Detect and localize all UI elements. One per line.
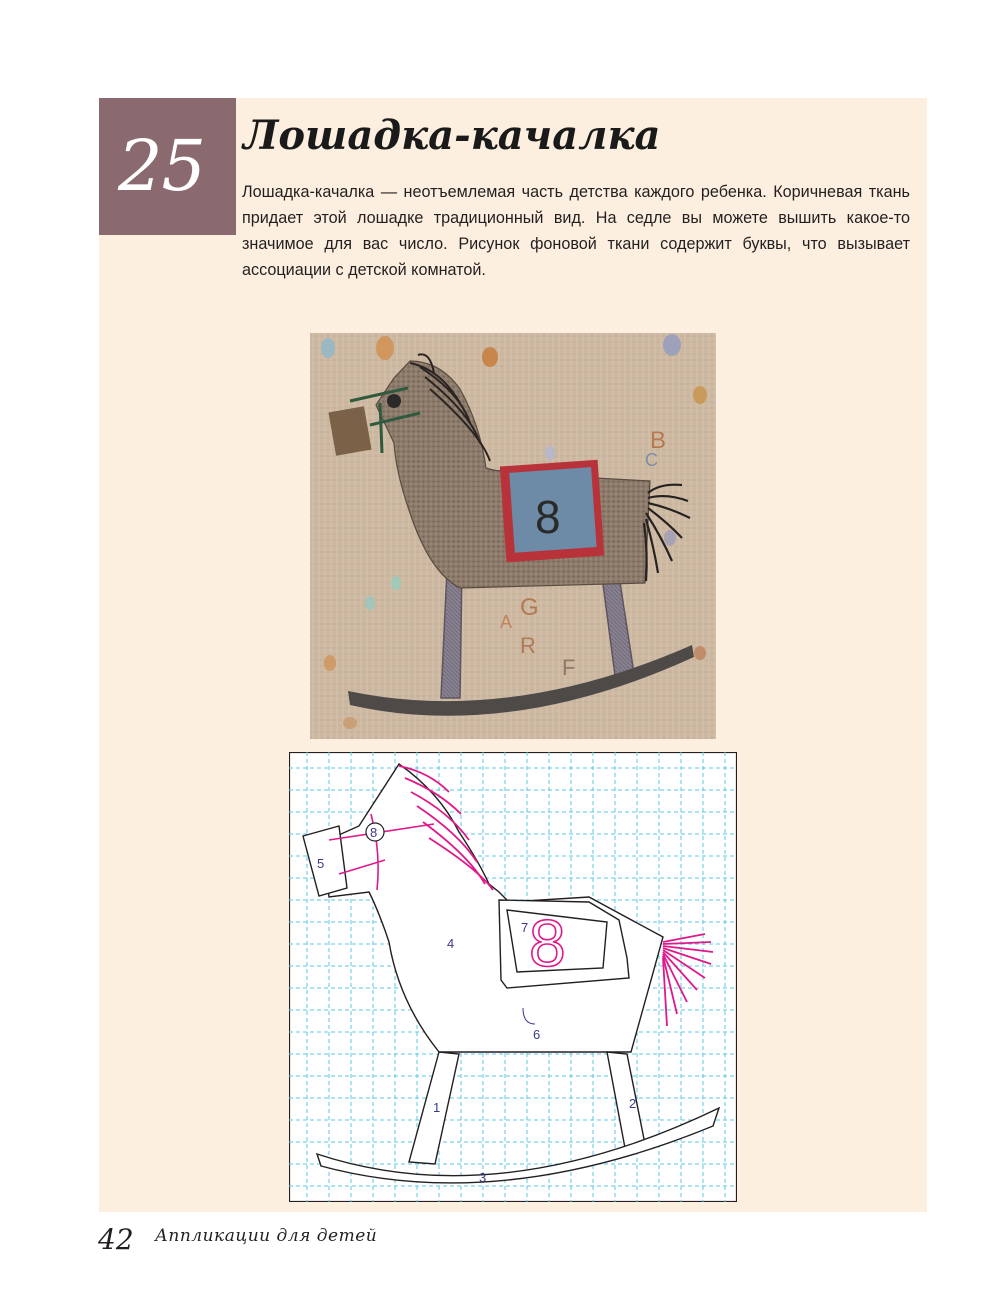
fabric-letter: R — [520, 633, 536, 658]
eye-marker-label: 8 — [370, 825, 378, 840]
pattern-diagram-svg — [289, 752, 737, 1202]
piece-label-2: 2 — [629, 1096, 637, 1111]
applique-photo — [310, 333, 716, 739]
page-title: Лошадка-качалка — [243, 112, 661, 159]
section-number: 25 — [118, 125, 206, 207]
running-footer-title: Аппликации для детей — [155, 1226, 378, 1246]
horse-eye — [387, 394, 401, 408]
pattern-diagram — [289, 752, 737, 1202]
saddle-number: 8 — [535, 491, 561, 543]
fabric-letter: A — [500, 612, 513, 632]
piece-label-3: 3 — [479, 1170, 487, 1185]
applique-photo-illustration — [310, 333, 716, 739]
saddle-number-outline: 8 — [529, 906, 566, 980]
page-number: 42 — [98, 1223, 134, 1256]
piece-label-1: 1 — [433, 1100, 441, 1115]
piece-label-4: 4 — [447, 936, 455, 951]
fabric-letter: F — [562, 655, 576, 680]
piece-label-7: 7 — [521, 920, 529, 935]
horse-muzzle — [328, 406, 371, 456]
piece-label-5: 5 — [317, 856, 325, 871]
fabric-letter: G — [520, 594, 539, 621]
fabric-letter: C — [645, 450, 658, 470]
piece-label-6: 6 — [533, 1027, 541, 1042]
intro-paragraph: Лошадка-качалка — неотъемлемая часть детства каждого ребенка. Коричневая ткань придает этой лошадке традиционный вид. На седле вы можете вышить какое-то значимое для вас число. Рисунок фоновой ткани содержит буквы, что вызывает ассоциации с детской комнатой. — [242, 183, 910, 279]
fabric-letter: B — [650, 427, 667, 454]
